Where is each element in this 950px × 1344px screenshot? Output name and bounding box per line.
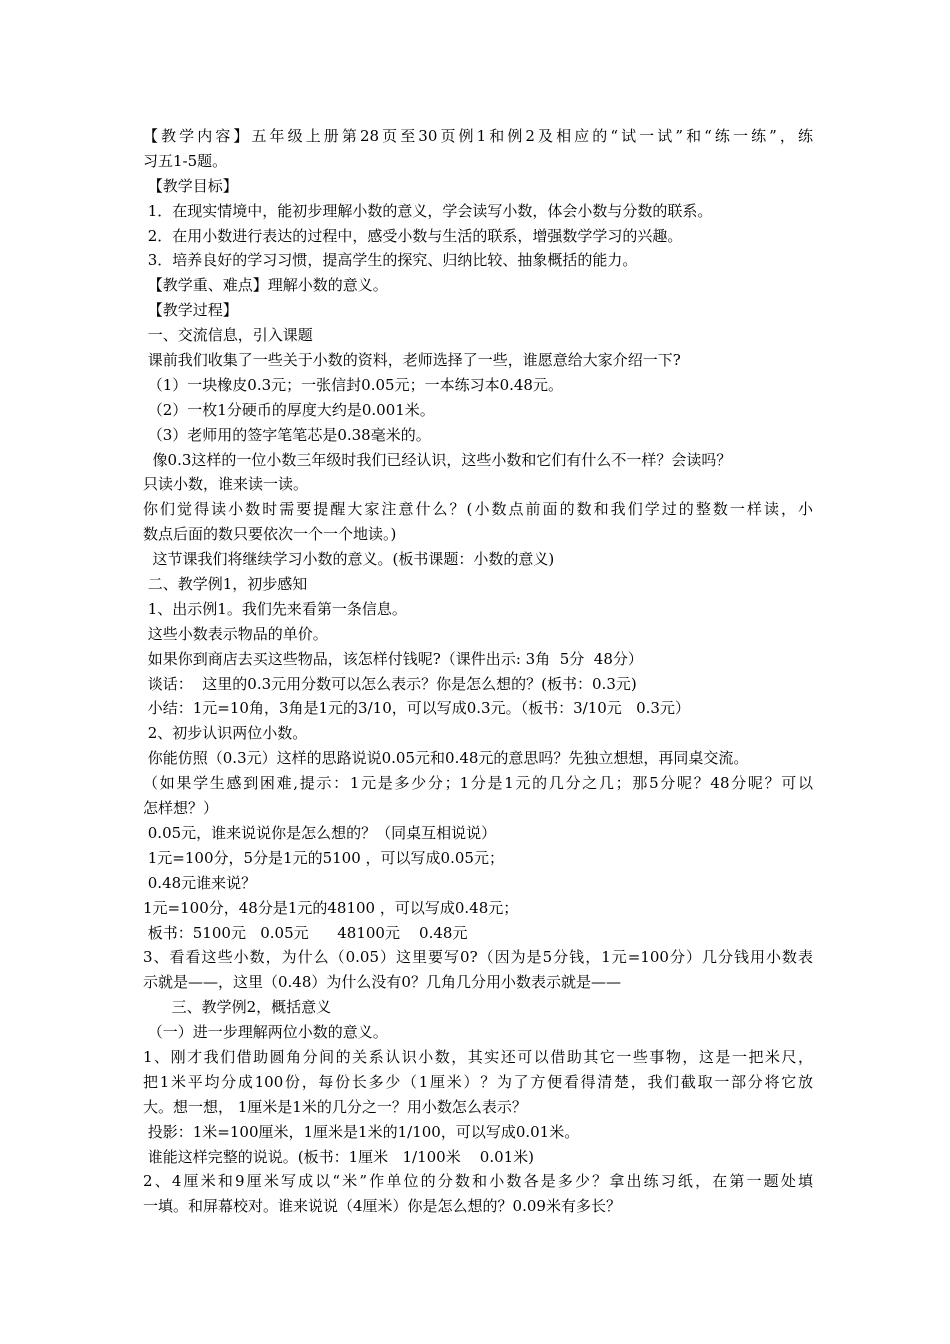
text-line: 你们觉得读小数时需要提醒大家注意什么？(小数点前面的数和我们学过的整数一样读，小 [143,500,813,519]
text-line: 你能仿照（0.3元）这样的思路说说0.05元和0.48元的意思吗？先独立想想，再同桌交流。 [143,749,749,768]
text-line: 1．在现实情境中，能初步理解小数的意义，学会读写小数，体会小数与分数的联系。 [143,201,713,220]
document-body [143,124,813,1219]
text-line: 1、刚才我们借助圆角分间的关系认识小数，其实还可以借助其它一些事物，这是一把米尺， [143,1047,813,1066]
text-line: 示就是——，这里（0.48）为什么没有0？几角几分用小数表示就是—— [143,973,621,992]
text-line: 如果你到商店去买这些物品，该怎样付钱呢?（课件出示: 3角 5分 48分） [143,649,643,668]
text-line: 谈话： 这里的0.3元用分数可以怎么表示？你是怎么想的？(板书：0.3元) [143,674,637,693]
text-line: 0.48元谁来说？ [143,873,257,892]
text-line: 【教学过程】 [143,301,238,320]
text-line: 1、出示例1。我们先来看第一条信息。 [143,599,407,618]
text-line: 【教学重、难点】理解小数的意义。 [143,276,388,295]
text-line: （2）一枚1分硬币的厚度大约是0.001米。 [143,400,435,419]
text-line: （1）一块橡皮0.3元；一张信封0.05元；一本练习本0.48元。 [143,375,563,394]
text-line: 三、教学例2，概括意义 [143,998,332,1017]
text-line: 课前我们收集了一些关于小数的资料，老师选择了一些，谁愿意给大家介绍一下? [143,351,681,370]
text-line: 小结：1元=10角，3角是1元的3/10，可以写成0.3元。（板书：3/10元 0.3元） [143,699,690,718]
text-line: （如果学生感到困难,提示：1元是多少分；1分是1元的几分之几；那5分呢？48分呢？可以 [143,774,813,793]
text-line: 这节课我们将继续学习小数的意义。(板书课题：小数的意义) [143,550,555,569]
text-line: 1元=100分，5分是1元的5100 ，可以写成0.05元； [143,848,504,867]
text-line: 大。想一想， 1厘米是1米的几分之一？用小数怎么表示？ [143,1097,527,1116]
text-line: 【教学目标】 [143,176,238,195]
text-line: 2、4厘米和9厘米写成以“米”作单位的分数和小数各是多少？拿出练习纸，在第一题处填 [143,1172,813,1191]
text-line: 只读小数，谁来读一读。 [143,475,309,494]
text-line: 数点后面的数只要依次一个一个地读。) [143,525,397,544]
text-line: 怎样想？） [143,799,219,818]
text-line: 把1米平均分成100份，每份长多少（1厘米）？为了方便看得清楚，我们截取一部分将它放 [143,1072,813,1091]
text-line: 谁能这样完整的说说。(板书：1厘米 1/100米 0.01米) [143,1147,535,1166]
text-line: 1元=100分，48分是1元的48100 ，可以写成0.48元； [143,898,519,917]
text-line: 二、教学例1，初步感知 [143,575,308,594]
text-line: 3．培养良好的学习习惯，提高学生的探究、归纳比较、抽象概括的能力。 [143,251,638,270]
text-line: 【教学内容】五年级上册第28页至30页例1和例2及相应的“试一试”和“练一练”，练 [143,127,813,145]
text-line: 一、交流信息，引入课题 [143,326,313,345]
text-line: 板书：5100元 0.05元 48100元 0.48元 [143,923,468,942]
text-line: 2．在用小数进行表达的过程中，感受小数与生活的联系，增强数学学习的兴趣。 [143,226,683,245]
text-line: 一填。和屏幕校对。谁来说说（4厘米）你是怎么想的？0.09米有多长？ [143,1197,621,1216]
text-line: 0.05元，谁来说说你是怎么想的？（同桌互相说说） [143,823,497,842]
text-line: 3、看看这些小数，为什么（0.05）这里要写0?（因为是5分钱，1元=100分）几分钱用小数表 [143,948,813,967]
text-line: 这些小数表示物品的单价。 [143,624,328,643]
text-line: 投影：1米=100厘米，1厘米是1米的1/100，可以写成0.01米。 [143,1122,580,1141]
text-line: （一）进一步理解两位小数的意义。 [143,1023,388,1042]
text-line: （3）老师用的签字笔笔芯是0.38毫米的。 [143,425,431,444]
text-line: 2、初步认识两位小数。 [143,724,308,743]
text-line: 像0.3这样的一位小数三年级时我们已经认识，这些小数和它们有什么不一样？会读吗？ [143,450,732,469]
text-line: 习五1-5题。 [143,151,228,170]
